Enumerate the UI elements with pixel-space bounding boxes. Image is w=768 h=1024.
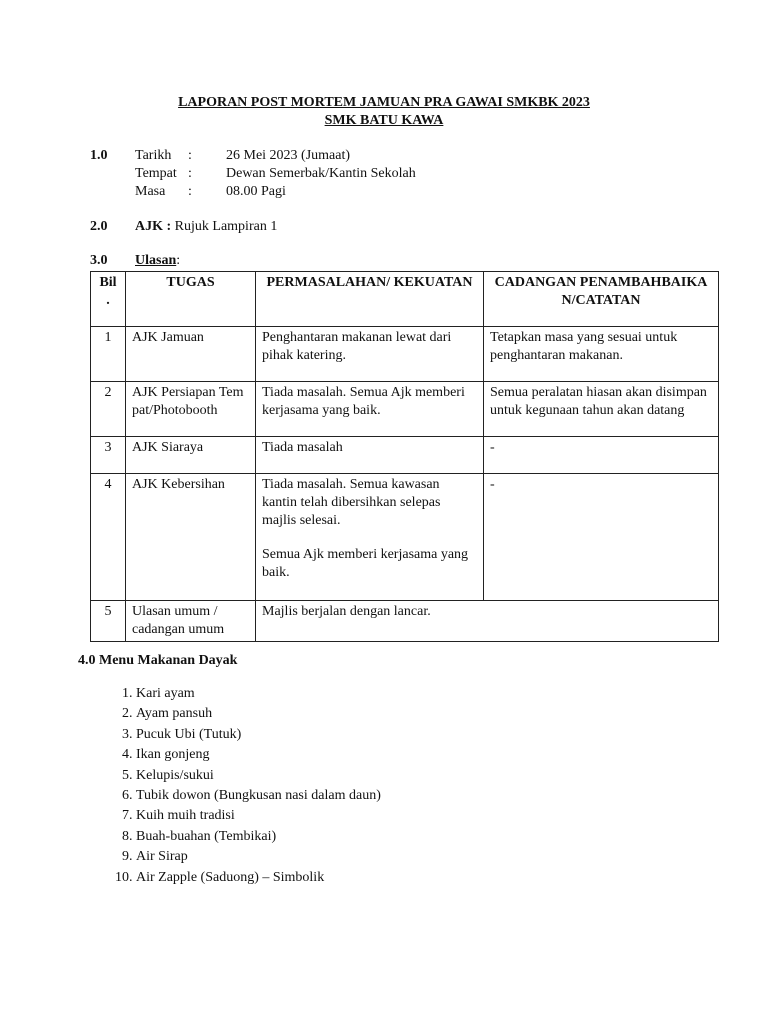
row-masalah: Majlis berjalan dengan lancar. [256,601,719,642]
tarikh-value: 26 Mei 2023 (Jumaat) [226,148,351,163]
row-masalah: Tiada masalah [256,437,484,474]
tempat-label: Tempat [135,166,177,181]
section-2-number: 2.0 [90,219,108,234]
masa-label: Masa [135,184,166,199]
header-tugas: TUGAS [126,272,256,327]
table-row [91,474,719,601]
header-permasalahan: PERMASALAHAN/ KEKUATAN [256,272,484,327]
list-item: 1. Kari ayam [136,684,381,704]
ulasan-colon: : [176,253,181,268]
masa-value: 08.00 Pagi [226,184,286,199]
list-item: 4. Ikan gonjeng [136,745,381,765]
tempat-colon: : [188,166,192,181]
row-bil: 4 [91,474,126,601]
section-1-number: 1.0 [90,148,108,163]
row-masalah-extra: Semua Ajk memberi kerjasama yang baik. [262,547,469,580]
row-tugas: Ulasan umum / cadangan umum [126,601,256,642]
table-row [91,382,719,437]
masa-colon: : [188,184,192,199]
menu-heading: 4.0 Menu Makanan Dayak [78,653,238,668]
row-masalah-cell [256,474,484,601]
row-cadangan: Semua peralatan hiasan akan disimpan untuk kegunaan tahun akan datang [484,382,719,437]
table-row [91,601,719,642]
list-item: 10. Air Zapple (Saduong) – Simbolik [136,868,381,888]
row-bil: 2 [91,382,126,437]
tarikh-label: Tarikh [135,148,172,163]
header-cadangan: CADANGAN PENAMBAHBAIKAN/CATATAN [484,272,719,327]
row-masalah: Tiada masalah. Semua Ajk memberi kerjasama yang baik. [256,382,484,437]
row-tugas: AJK Persiapan Tempat/Photobooth [126,382,256,437]
tarikh-colon: : [188,148,192,163]
row-masalah: Tiada masalah. Semua kawasan kantin telah dibersihkan selepas majlis selesai. [262,477,441,528]
row-cadangan: Tetapkan masa yang sesuai untuk penghantaran makanan. [484,327,719,382]
table-row [91,437,719,474]
school-name: SMK BATU KAWA [324,113,444,128]
ulasan-table [90,271,719,642]
row-bil: 1 [91,327,126,382]
ajk-label: AJK : [135,219,172,234]
row-masalah: Penghantaran makanan lewat dari pihak katering. [256,327,484,382]
ulasan-label: Ulasan [135,253,177,268]
row-bil: 3 [91,437,126,474]
list-item: 2. Ayam pansuh [136,704,381,724]
list-item: 5. Kelupis/sukui [136,766,381,786]
section-2-line [135,219,277,235]
table-row [91,327,719,382]
list-item: 8. Buah-buahan (Tembikai) [136,827,381,847]
menu-list [90,684,381,888]
row-bil: 5 [91,601,126,642]
tempat-value: Dewan Semerbak/Kantin Sekolah [226,166,416,181]
row-cadangan: - [484,474,719,601]
row-tugas: AJK Siaraya [126,437,256,474]
ajk-value: Rujuk Lampiran 1 [174,219,278,234]
row-tugas: AJK Jamuan [126,327,256,382]
section-3-number: 3.0 [90,253,108,268]
list-item: 7. Kuih muih tradisi [136,806,381,826]
section-3-line [135,253,180,269]
row-tugas: AJK Kebersihan [126,474,256,601]
list-item: 9. Air Sirap [136,847,381,867]
table-header-row [91,272,719,327]
list-item: 6. Tubik dowon (Bungkusan nasi dalam daun) [136,786,381,806]
list-item: 3. Pucuk Ubi (Tutuk) [136,725,381,745]
row-cadangan: - [484,437,719,474]
report-title: LAPORAN POST MORTEM JAMUAN PRA GAWAI SMKBK 2023 [178,95,590,110]
header-bil: Bil . [91,272,126,327]
